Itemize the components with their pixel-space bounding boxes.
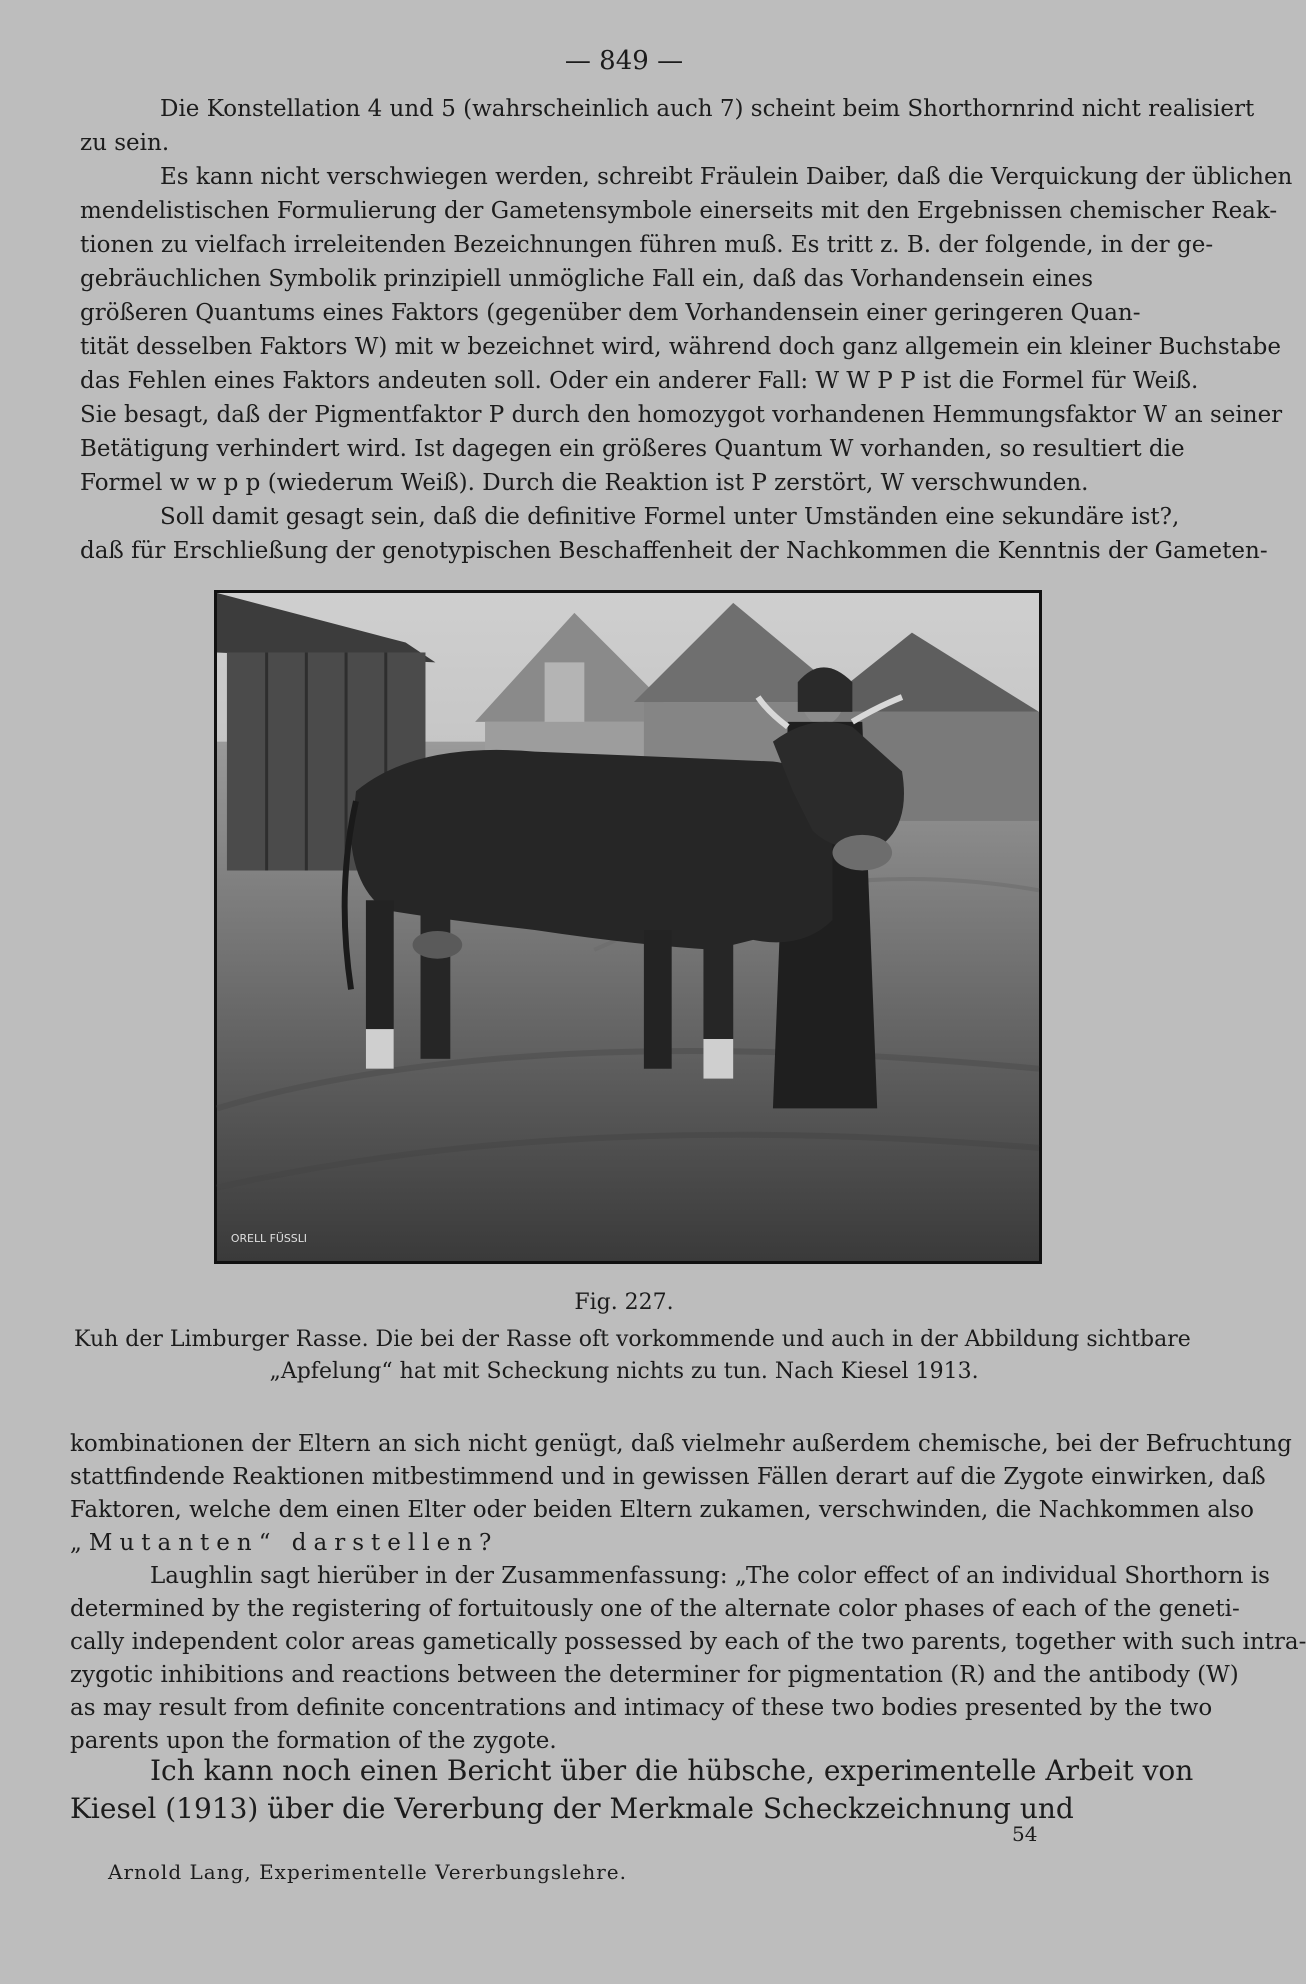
- text-line: Es kann nicht verschwiegen werden, schreibt Fräulein Daiber, daß die Verquickung der üblichen: [160, 164, 1293, 190]
- text-line: parents upon the formation of the zygote.: [70, 1728, 557, 1754]
- text-line: tität desselben Faktors W) mit w bezeichnet wird, während doch ganz allgemein ein kleiner Buchstabe: [80, 334, 1281, 360]
- cow-photograph: [214, 590, 1042, 1264]
- text-line: cally independent color areas gametically possessed by each of the two parents, together with such intra-: [70, 1629, 1306, 1655]
- text-line: kombinationen der Eltern an sich nicht genügt, daß vielmehr außerdem chemische, bei der Befruchtung: [70, 1431, 1292, 1457]
- photo-illustration: [217, 593, 1039, 1261]
- signature-line: Arnold Lang, Experimentelle Vererbungslehre.: [108, 1860, 627, 1884]
- text-line: zu sein.: [80, 130, 170, 156]
- top-text-block: [80, 92, 1293, 568]
- text-line: Ich kann noch einen Bericht über die hübsche, experimentelle Arbeit von: [150, 1754, 1194, 1787]
- text-line: Soll damit gesagt sein, daß die definitive Formel unter Umständen eine sekundäre ist?,: [160, 504, 1180, 530]
- caption-line: „Apfelung“ hat mit Scheckung nichts zu tun. Nach Kiesel 1913.: [269, 1359, 979, 1384]
- text-line: Faktoren, welche dem einen Elter oder beiden Eltern zukamen, verschwinden, die Nachkommen also: [70, 1497, 1255, 1523]
- signature-number: 54: [1012, 1822, 1038, 1846]
- text-line: determined by the registering of fortuitously one of the alternate color phases of each of the geneti-: [70, 1596, 1240, 1622]
- lower-text-block: [70, 1428, 1306, 1758]
- text-line: daß für Erschließung der genotypischen Beschaffenheit der Nachkommen die Kenntnis der Gameten-: [80, 538, 1268, 564]
- text-line: zygotic inhibitions and reactions between the determiner for pigmentation (R) and the antibody (W): [70, 1662, 1239, 1688]
- text-line: as may result from definite concentrations and intimacy of these two bodies presented by the two: [70, 1695, 1213, 1721]
- text-line: Formel w w p p (wiederum Weiß). Durch die Reaktion ist P zerstört, W verschwunden.: [80, 470, 1089, 496]
- photo-credit: ORELL FÜSSLI: [230, 1232, 308, 1246]
- text-line: gebräuchlichen Symbolik prinzipiell unmögliche Fall ein, daß das Vorhandensein eines: [80, 266, 1094, 292]
- figure-caption: [74, 1324, 1191, 1388]
- text-line: das Fehlen eines Faktors andeuten soll. Oder ein anderer Fall: W W P P ist die Formel für Weiß.: [80, 368, 1199, 394]
- large-text-block: [70, 1752, 1194, 1828]
- text-line: größeren Quantums eines Faktors (gegenüber dem Vorhandensein einer geringeren Quan-: [80, 300, 1141, 326]
- text-line: Sie besagt, daß der Pigmentfaktor P durch den homozygot vorhandenen Hemmungsfaktor W an seiner: [80, 402, 1283, 428]
- text-line: tionen zu vielfach irreleitenden Bezeichnungen führen muß. Es tritt z. B. der folgende, in der ge-: [80, 232, 1214, 258]
- text-line: Die Konstellation 4 und 5 (wahrscheinlich auch 7) scheint beim Shorthornrind nicht realisiert: [160, 96, 1255, 122]
- text-line: Laughlin sagt hierüber in der Zusammenfassung: „The color effect of an individual Shorthorn is: [150, 1563, 1270, 1589]
- text-line: mendelistischen Formulierung der Gametensymbole einerseits mit den Ergebnissen chemischer Reak-: [80, 198, 1278, 224]
- caption-line: Kuh der Limburger Rasse. Die bei der Rasse oft vorkommende und auch in der Abbildung sichtbare: [74, 1327, 1191, 1352]
- text-line: Betätigung verhindert wird. Ist dagegen ein größeres Quantum W vorhanden, so resultiert die: [80, 436, 1185, 462]
- text-line: „Mutanten“ darstellen?: [70, 1530, 499, 1556]
- figure-label: Fig. 227.: [574, 1290, 674, 1315]
- text-line: Kiesel (1913) über die Vererbung der Merkmale Scheckzeichnung und: [70, 1792, 1074, 1825]
- page-number: — 849 —: [564, 46, 684, 76]
- text-line: stattfindende Reaktionen mitbestimmend und in gewissen Fällen derart auf die Zygote einwirken, daß: [70, 1464, 1266, 1490]
